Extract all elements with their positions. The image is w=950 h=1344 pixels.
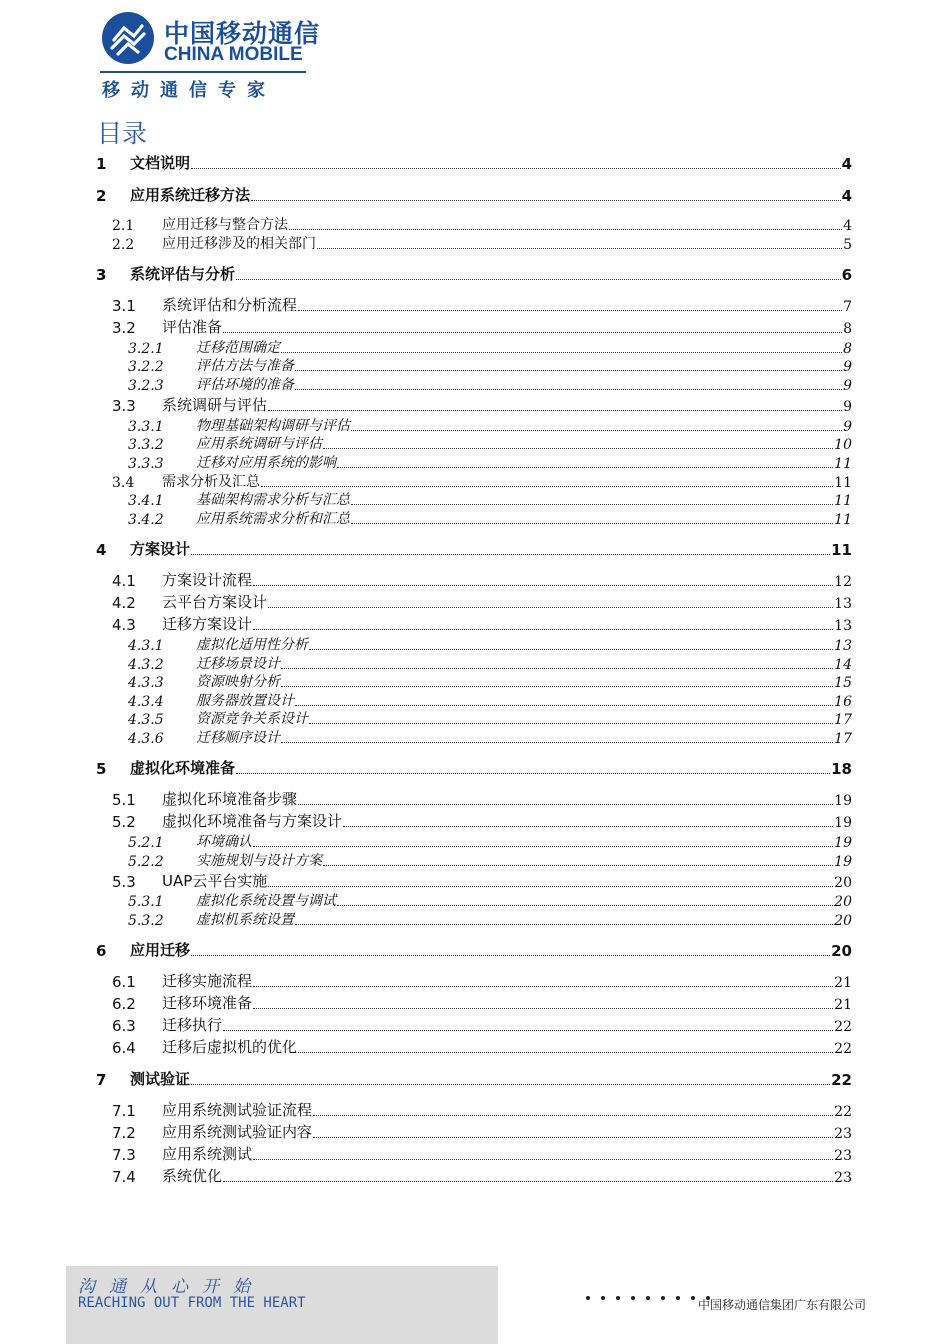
footer-slogan-cn: 沟通从心开始 [78,1277,264,1297]
toc-entry-number: 2.2 [112,237,135,253]
toc-entry-title[interactable]: 虚拟化系统设置与调试 [196,893,336,909]
toc-entry[interactable] [96,571,852,590]
toc-entry-page: 17 [834,712,852,728]
toc-entry[interactable] [96,672,852,691]
toc-entry-title[interactable]: 迁移范围确定 [196,340,280,356]
toc-entry-page: 21 [834,975,852,991]
toc-entry-number: 3.2.3 [128,378,164,394]
toc-entry[interactable] [96,1038,852,1057]
toc-leader-dots [281,741,833,743]
toc-entry[interactable] [96,832,852,851]
toc-entry[interactable] [96,540,852,559]
toc-leader-dots [253,628,833,630]
toc-entry-number: 6.3 [112,1017,136,1035]
toc-entry-title[interactable]: 文档说明 [130,154,191,172]
footer-slogan-en: REACHING OUT FROM THE HEART [78,1295,306,1311]
toc-entry-title[interactable]: 虚拟化环境准备 [130,759,236,777]
toc-entry-number: 4.1 [112,572,136,590]
toc-entry-title[interactable]: 方案设计流程 [162,571,253,589]
toc-entry[interactable] [96,635,852,654]
toc-entry-page: 11 [834,493,852,509]
toc-entry-number: 4.3.3 [128,675,164,691]
toc-entry[interactable] [96,375,852,394]
toc-entry-title[interactable]: 系统调研与评估 [162,396,268,414]
toc-leader-dots [337,466,833,468]
toc-entry-title[interactable]: 迁移场景设计 [196,656,280,672]
toc-entry-number: 3.3.2 [128,437,164,453]
toc-entry[interactable] [96,472,852,491]
toc-entry-page: 6 [841,266,852,284]
toc-entry[interactable] [96,234,852,253]
toc-entry-page: 10 [834,437,852,453]
toc-entry-number: 6 [96,942,107,960]
toc-entry-title[interactable]: 物理基础架构调研与评估 [196,418,350,434]
toc-leader-dots [253,1007,833,1009]
toc-entry-number: 5.3.2 [128,913,164,929]
toc-entry[interactable] [96,1167,852,1186]
toc-entry[interactable] [96,1016,852,1035]
toc-entry[interactable] [96,265,852,284]
toc-entry-number: 3.4 [112,475,135,491]
toc-entry-page: 13 [834,596,852,612]
toc-leader-dots [253,845,833,847]
toc-entry-page: 20 [834,913,852,929]
toc-entry-page: 16 [834,694,852,710]
toc-entry[interactable] [96,728,852,747]
toc-entry-title[interactable]: 迁移方案设计 [162,615,253,633]
toc-entry-number: 6.4 [112,1039,136,1057]
toc-entry-title[interactable]: 迁移对应用系统的影响 [196,455,336,471]
toc-entry[interactable] [96,851,852,870]
toc-entry-page: 9 [843,419,852,435]
toc-leader-dots [309,648,833,650]
toc-entry-page: 13 [834,618,852,634]
company-name-en: CHINA MOBILE [164,44,303,65]
toc-entry-page: 11 [834,512,852,528]
footer-company-name: 中国移动通信集团广东有限公司 [698,1298,867,1312]
toc-entry[interactable] [96,318,852,337]
toc-leader-dots [251,199,841,201]
toc-entry-page: 8 [843,321,852,337]
toc-entry[interactable] [96,872,852,891]
toc-entry[interactable] [96,154,852,173]
toc-leader-dots [351,429,842,431]
toc-entry[interactable] [96,972,852,991]
toc-entry-title[interactable]: 迁移后虚拟机的优化 [162,1038,298,1056]
toc-entry-number: 4.2 [112,594,136,612]
toc-entry-number: 7.1 [112,1102,136,1120]
toc-entry-title[interactable]: 虚拟化环境准备与方案设计 [162,812,343,830]
toc-entry-number: 4 [96,541,107,559]
toc-entry-number: 7.2 [112,1124,136,1142]
toc-entry-title[interactable]: 应用系统调研与评估 [196,436,322,452]
toc-entry-page: 8 [843,341,852,357]
toc-leader-dots [309,722,833,724]
toc-leader-dots [317,247,842,249]
china-mobile-logo-icon [100,10,156,66]
toc-leader-dots [295,704,833,706]
toc-entry-title[interactable]: 实施规划与设计方案 [196,853,322,869]
toc-entry[interactable] [96,941,852,960]
toc-entry-page: 9 [843,399,852,415]
toc-leader-dots [253,584,833,586]
toc-leader-dots [268,885,833,887]
toc-entry[interactable] [96,356,852,375]
toc-entry-title[interactable]: 应用系统测试验证内容 [162,1123,313,1141]
toc-leader-dots [253,985,833,987]
toc-entry-number: 3 [96,266,107,284]
toc-entry-number: 1 [96,155,107,173]
toc-entry-number: 3.2.2 [128,359,164,375]
footer-dot-separator [586,1296,710,1300]
toc-entry-page: 4 [843,218,852,234]
toc-entry-page: 21 [834,997,852,1013]
toc-entry-page: 11 [834,475,852,491]
toc-entry-page: 9 [843,378,852,394]
toc-leader-dots [298,803,833,805]
toc-entry-page: 14 [834,657,852,673]
toc-entry[interactable] [96,790,852,809]
toc-entry-number: 5 [96,760,107,778]
toc-leader-dots [191,167,841,169]
toc-entry-page: 9 [843,359,852,375]
toc-entry[interactable] [96,453,852,472]
toc-entry[interactable] [96,654,852,673]
toc-entry-number: 4.3.1 [128,638,164,654]
toc-entry-number: 5.3 [112,873,136,891]
toc-entry[interactable] [96,691,852,710]
toc-leader-dots [268,409,842,411]
toc-entry[interactable] [96,910,852,929]
toc-entry[interactable] [96,1145,852,1164]
toc-entry[interactable] [96,416,852,435]
toc-entry-number: 3.4.1 [128,493,164,509]
toc-entry-title[interactable]: 方案设计 [130,540,191,558]
toc-leader-dots [351,503,833,505]
toc-entry-page: 4 [841,187,852,205]
toc-entry-number: 4.3 [112,616,136,634]
toc-entry-page: 20 [834,894,852,910]
toc-leader-dots [223,1029,833,1031]
toc-leader-dots [253,1158,833,1160]
toc-leader-dots [343,825,833,827]
toc-entry[interactable] [96,215,852,234]
toc-entry-page: 12 [834,574,852,590]
toc-entry-page: 22 [834,1019,852,1035]
toc-entry-number: 5.1 [112,791,136,809]
toc-entry[interactable] [96,615,852,634]
toc-entry-title[interactable]: 测试验证 [130,1070,191,1088]
toc-entry[interactable] [96,396,852,415]
toc-entry-page: 23 [834,1126,852,1142]
toc-entry[interactable] [96,338,852,357]
toc-entry-page: 19 [834,835,852,851]
toc-leader-dots [295,388,842,390]
toc-entry[interactable] [96,1101,852,1120]
toc-entry-title[interactable]: 迁移环境准备 [162,994,253,1012]
toc-entry-number: 6.2 [112,995,136,1013]
toc-entry-title[interactable]: 虚拟机系统设置 [196,912,294,928]
toc-entry-title[interactable]: 需求分析及汇总 [162,474,260,490]
toc-leader-dots [191,553,830,555]
toc-entry-title[interactable]: 迁移顺序设计 [196,730,280,746]
toc-entry-title[interactable]: 系统评估与分析 [130,265,236,283]
toc-entry[interactable] [96,994,852,1013]
toc-entry-page: 22 [834,1104,852,1120]
toc-entry-title[interactable]: 虚拟化环境准备步骤 [162,790,298,808]
toc-entry[interactable] [96,186,852,205]
toc-entry-page: 22 [831,1071,852,1089]
toc-entry-number: 7.3 [112,1146,136,1164]
toc-entry[interactable] [96,1070,852,1089]
toc-entry-page: 20 [831,942,852,960]
toc-entry-page: 19 [834,854,852,870]
toc-entry-title[interactable]: 迁移执行 [162,1016,223,1034]
toc-entry-page: 5 [843,237,852,253]
header-slogan: 移动通信专家 [102,80,276,101]
toc-entry-number: 7 [96,1071,107,1089]
toc-entry-number: 7.4 [112,1168,136,1186]
toc-entry[interactable] [96,1123,852,1142]
toc-leader-dots [223,331,842,333]
toc-entry[interactable] [96,593,852,612]
toc-heading: 目录 [97,119,148,148]
toc-entry-number: 4.3.6 [128,731,164,747]
toc-entry-title[interactable]: UAP云平台实施 [162,872,268,890]
toc-leader-dots [313,1136,833,1138]
toc-entry-page: 20 [834,875,852,891]
toc-entry[interactable] [96,296,852,315]
toc-leader-dots [223,1180,833,1182]
toc-entry-number: 4.3.5 [128,712,164,728]
toc-leader-dots [295,369,842,371]
company-name-cn: 中国移动通信 [164,19,321,48]
toc-leader-dots [313,1114,833,1116]
toc-entry-page: 22 [834,1041,852,1057]
toc-leader-dots [323,864,833,866]
toc-leader-dots [191,1083,830,1085]
toc-entry-number: 3.3 [112,397,136,415]
toc-entry-title[interactable]: 虚拟化适用性分析 [196,637,308,653]
toc-entry[interactable] [96,891,852,910]
toc-entry-title[interactable]: 应用系统测试 [162,1145,253,1163]
toc-entry-page: 11 [831,541,852,559]
toc-entry-title[interactable]: 评估环境的准备 [196,377,294,393]
toc-entry-number: 5.2 [112,813,136,831]
toc-entry-number: 3.4.2 [128,512,164,528]
toc-entry-title[interactable]: 迁移实施流程 [162,972,253,990]
toc-leader-dots [298,1051,833,1053]
toc-entry-number: 4.3.4 [128,694,164,710]
toc-entry[interactable] [96,759,852,778]
toc-entry-page: 15 [834,675,852,691]
toc-entry-title[interactable]: 评估准备 [162,318,223,336]
toc-leader-dots [289,228,842,230]
toc-entry-title[interactable]: 应用系统需求分析和汇总 [196,511,350,527]
toc-entry-page: 13 [834,638,852,654]
toc-entry-number: 3.3.1 [128,419,164,435]
toc-leader-dots [281,351,842,353]
toc-entry-number: 5.3.1 [128,894,164,910]
toc-entry[interactable] [96,490,852,509]
toc-entry-title[interactable]: 资源竞争关系设计 [196,711,308,727]
toc-entry-title[interactable]: 系统优化 [162,1167,223,1185]
toc-entry-number: 5.2.2 [128,854,164,870]
toc-entry-page: 11 [834,456,852,472]
toc-entry-page: 19 [834,793,852,809]
toc-leader-dots [191,954,830,956]
toc-entry-title[interactable]: 资源映射分析 [196,674,280,690]
toc-entry-title[interactable]: 应用迁移与整合方法 [162,217,288,233]
toc-entry-page: 23 [834,1170,852,1186]
toc-leader-dots [281,685,833,687]
toc-entry-page: 17 [834,731,852,747]
toc-entry-title[interactable]: 应用迁移 [130,941,191,959]
toc-entry-number: 5.2.1 [128,835,164,851]
toc-entry-page: 19 [834,815,852,831]
toc-entry-number: 3.3.3 [128,456,164,472]
toc-entry[interactable] [96,509,852,528]
toc-entry-title[interactable]: 云平台方案设计 [162,593,268,611]
toc-entry-title[interactable]: 基础架构需求分析与汇总 [196,492,350,508]
toc-entry[interactable] [96,434,852,453]
toc-leader-dots [236,278,841,280]
toc-entry-number: 4.3.2 [128,657,164,673]
toc-entry-number: 3.2 [112,319,136,337]
toc-entry-title[interactable]: 应用系统迁移方法 [130,186,251,204]
logo-divider [100,71,306,73]
toc-entry-number: 3.2.1 [128,341,164,357]
toc-entry-title[interactable]: 服务器放置设计 [196,693,294,709]
toc-entry-title[interactable]: 环境确认 [196,834,252,850]
toc-entry-number: 6.1 [112,973,136,991]
toc-entry-title[interactable]: 应用系统测试验证流程 [162,1101,313,1119]
toc-entry-number: 2.1 [112,218,135,234]
toc-entry-title[interactable]: 应用迁移涉及的相关部门 [162,236,316,252]
toc-entry-number: 3.1 [112,297,136,315]
toc-leader-dots [268,606,833,608]
toc-leader-dots [261,485,833,487]
toc-leader-dots [298,309,842,311]
toc-entry-page: 4 [841,155,852,173]
toc-entry[interactable] [96,709,852,728]
toc-leader-dots [337,904,833,906]
toc-entry-number: 2 [96,187,107,205]
china-mobile-logo [98,8,321,101]
toc-leader-dots [295,923,833,925]
toc-entry-page: 23 [834,1148,852,1164]
toc-entry-title[interactable]: 系统评估和分析流程 [162,296,298,314]
toc-leader-dots [351,522,833,524]
toc-entry-page: 18 [831,760,852,778]
toc-leader-dots [281,667,833,669]
toc-entry-title[interactable]: 评估方法与准备 [196,358,294,374]
toc-leader-dots [236,772,830,774]
toc-entry[interactable] [96,812,852,831]
toc-entry-page: 7 [843,299,852,315]
toc-leader-dots [323,447,833,449]
